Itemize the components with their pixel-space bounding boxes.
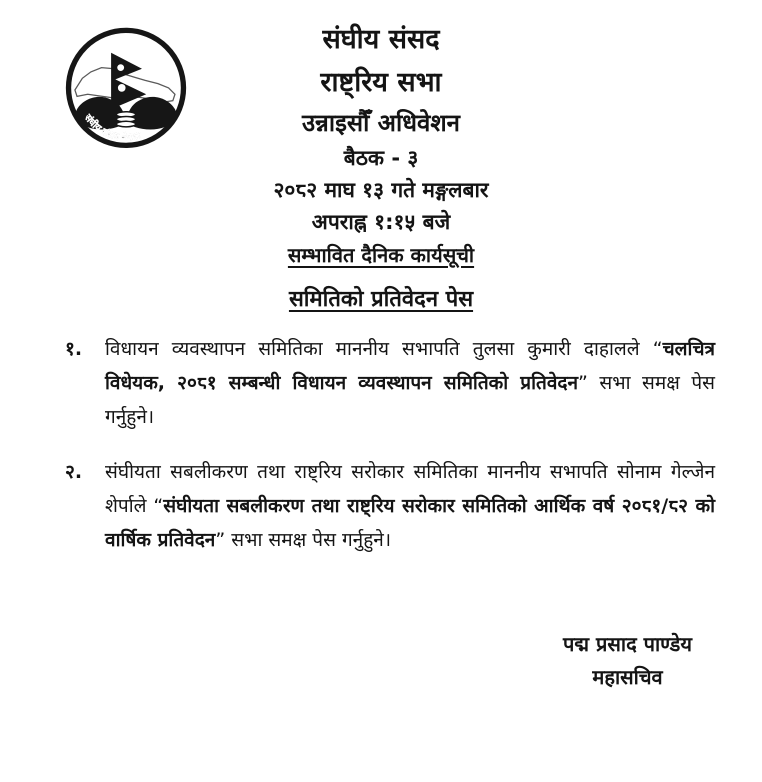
assembly-title: राष्ट्रिय सभा (320, 67, 442, 98)
section-title: समितिको प्रतिवेदन पेस (288, 287, 474, 312)
item-number: २. (65, 461, 83, 484)
item-text-pre: संघीयता सबलीकरण तथा राष्ट्रिय सरोकार समितिका माननीय सभापति सोनाम गेल्जेन शेर्पाले “ (105, 461, 715, 518)
federal-parliament-nepal-emblem (62, 24, 190, 156)
item-number: १. (65, 338, 83, 360)
meeting-number: बैठक - ३ (343, 146, 419, 170)
flag-moon-icon (117, 64, 124, 71)
emblem-caption: संघीय संसद नेपाल (81, 112, 142, 144)
signatory-name: पद्म प्रसाद पाण्डेय (563, 632, 692, 656)
agenda-item-2 (65, 456, 715, 557)
agenda-items (65, 333, 715, 558)
meeting-time: अपराह्न १:१५ बजे (311, 210, 451, 234)
item-text-bold: चलचित्र विधेयक, २०८१ सम्बन्धी विधायन व्यवस्थापन समितिको प्रतिवेदन (105, 338, 715, 394)
agenda-item-1 (65, 333, 715, 434)
item-text (105, 456, 715, 557)
coil-icon (116, 112, 135, 127)
item-text-pre: विधायन व्यवस्थापन समितिका माननीय सभापति तुलसा कुमारी दाहालले “ (105, 338, 663, 360)
item-text-post: ” सभा समक्ष पेस गर्नुहुने। (215, 529, 392, 552)
signature-block (563, 628, 692, 694)
signatory-title: महासचिव (592, 665, 663, 689)
parliament-title: संघीय संसद (322, 24, 440, 55)
agenda-title: सम्भावित दैनिक कार्यसूची (287, 243, 475, 267)
flag-sun-icon (118, 84, 126, 92)
meeting-date: २०८२ माघ १३ गते मङ्गलबार (273, 178, 489, 202)
session-title: उन्नाइसौँ अधिवेशन (302, 109, 460, 137)
item-text (105, 333, 715, 434)
item-text-post: ” सभा समक्ष पेस गर्नुहुने। (105, 371, 715, 428)
item-text-bold: संघीयता सबलीकरण तथा राष्ट्रिय सरोकार समितिको आर्थिक वर्ष २०८१/८२ को वार्षिक प्रतिवेदन (105, 495, 715, 552)
